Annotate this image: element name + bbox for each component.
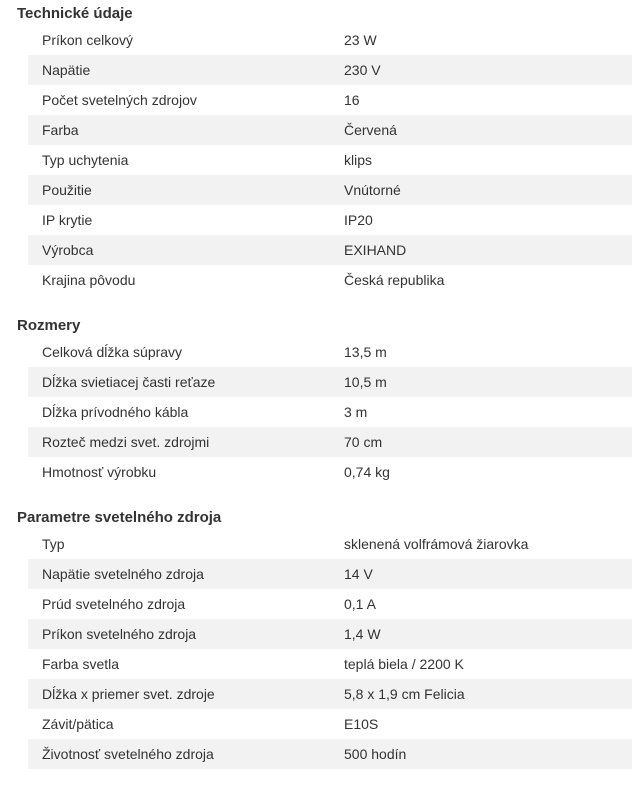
row-value: 230 V (344, 62, 381, 78)
row-value: 13,5 m (344, 344, 387, 360)
row-label: Napätie svetelného zdroja (42, 566, 204, 582)
row-value: Česká republika (344, 272, 445, 288)
row-value: 0,1 A (344, 596, 376, 612)
row-value: EXIHAND (344, 242, 407, 258)
row-label: Typ (42, 536, 65, 552)
section-dimensions (0, 315, 642, 487)
table-row (28, 235, 632, 265)
row-label: Použitie (42, 182, 92, 198)
row-value: teplá biela / 2200 K (344, 656, 464, 672)
row-value: 16 (344, 92, 360, 108)
table-row (28, 175, 632, 205)
table-row (28, 589, 632, 619)
row-value: 500 hodín (344, 746, 407, 762)
section-title: Parametre svetelného zdroja (17, 509, 222, 526)
table-row (28, 55, 632, 85)
row-label: Príkon celkový (42, 32, 134, 48)
table-row (28, 619, 632, 649)
row-value: 14 V (344, 566, 373, 582)
row-label: Farba (42, 122, 79, 138)
row-value: 10,5 m (344, 374, 387, 390)
row-label: Počet svetelných zdrojov (42, 92, 197, 108)
row-label: Celková dĺžka súpravy (42, 344, 183, 360)
row-label: Dĺžka prívodného kábla (42, 404, 189, 420)
row-label: Farba svetla (42, 656, 120, 672)
row-value: Červená (344, 122, 397, 138)
table-row (28, 559, 632, 589)
table-row (28, 649, 632, 679)
row-value: sklenená volfrámová žiarovka (344, 536, 529, 552)
row-label: Prúd svetelného zdroja (42, 596, 186, 612)
row-label: Výrobca (42, 242, 94, 258)
row-label: IP krytie (42, 212, 93, 228)
row-label: Typ uchytenia (42, 152, 129, 168)
section-title: Rozmery (17, 317, 81, 334)
row-label: Krajina pôvodu (42, 272, 136, 288)
table-row (28, 85, 632, 115)
table-row (28, 427, 632, 457)
row-label: Príkon svetelného zdroja (42, 626, 197, 642)
row-value: 1,4 W (344, 626, 381, 642)
row-value: 3 m (344, 404, 368, 420)
row-value: Vnútorné (344, 182, 401, 198)
row-value: IP20 (344, 212, 373, 228)
table-row (28, 25, 632, 55)
row-label: Životnosť svetelného zdroja (42, 746, 214, 762)
table-row (28, 265, 632, 295)
row-value: 23 W (344, 32, 377, 48)
table-row (28, 739, 632, 769)
row-value: E10S (344, 716, 379, 732)
table-row (28, 529, 632, 559)
row-label: Napätie (42, 62, 91, 78)
table-row (28, 115, 632, 145)
table-row (28, 679, 632, 709)
row-value: 5,8 x 1,9 cm Felicia (344, 686, 465, 702)
spec-table (28, 25, 632, 295)
table-row (28, 337, 632, 367)
table-row (28, 367, 632, 397)
row-label: Rozteč medzi svet. zdrojmi (42, 434, 210, 450)
row-value: 0,74 kg (344, 464, 390, 480)
spec-table (28, 337, 632, 487)
row-label: Dĺžka x priemer svet. zdroje (42, 686, 215, 702)
row-value: klips (344, 152, 373, 168)
row-label: Dĺžka svietiacej časti reťaze (42, 374, 216, 390)
table-row (28, 397, 632, 427)
section-technical-data (0, 3, 642, 295)
table-row (28, 145, 632, 175)
table-row (28, 709, 632, 739)
row-label: Hmotnosť výrobku (42, 464, 157, 480)
section-title: Technické údaje (17, 5, 133, 22)
row-label: Závit/pätica (42, 716, 114, 732)
spec-table (28, 529, 632, 769)
section-light-source-parameters (0, 507, 642, 769)
table-row (28, 205, 632, 235)
row-value: 70 cm (344, 434, 383, 450)
table-row (28, 457, 632, 487)
